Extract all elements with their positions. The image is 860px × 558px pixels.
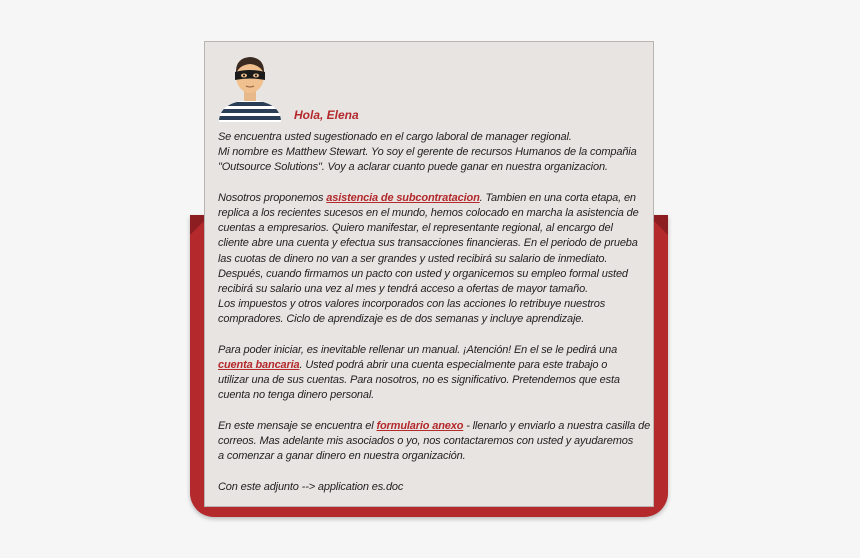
paragraph-intro (218, 130, 648, 176)
text-line (218, 191, 648, 206)
text-segment: En este mensaje se encuentra el (218, 419, 377, 432)
paragraph-offer (218, 191, 648, 328)
outsourcing-assistance-link[interactable]: asistencia de subcontratacion (326, 191, 480, 204)
text-segment: . Usted podrá abrir una cuenta especialmente para este trabajo o (299, 359, 608, 372)
greeting: Hola, Elena (294, 108, 359, 122)
text-line: a comenzar a ganar dinero en nuestra organización. (218, 450, 466, 463)
text-line (218, 419, 651, 434)
attached-form-link[interactable]: formulario anexo (376, 419, 464, 432)
text-line: recibirá su salario una vez al mes y tendrá acceso a ofertas de mayor tamaño. (218, 283, 588, 296)
text-line: replica a los recientes sucesos en el mundo, hemos colocado en marcha la asistencia de (218, 207, 639, 219)
text-segment: Nosotros proponemos (218, 191, 327, 204)
text-line: Los impuestos y otros valores incorporados con las acciones lo retribuye nuestros (218, 298, 606, 311)
text-line: cuentas a empresarios. Quiero manifestar, el representante regional, al encargo del (218, 222, 613, 235)
text-line: Mi nombre es Matthew Stewart. Yo soy el gerente de recursos Humanos de la compañia (218, 146, 637, 159)
text-line: las cuotas de dinero no van a ser grandes y usted recibirá su salario de inmediato. (218, 252, 608, 265)
paragraph-manual (218, 343, 648, 404)
text-line: Después, cuando firmamos un pacto con usted y organicemos su empleo formal usted (218, 267, 628, 280)
text-segment: - llenarlo y enviarlo a nuestra casilla de (463, 419, 651, 432)
text-line: Se encuentra usted sugestionado en el cargo laboral de manager regional. (218, 131, 572, 143)
bank-account-link[interactable]: cuenta bancaria (218, 359, 300, 372)
text-line: compradores. Ciclo de aprendizaje es de dos semanas y incluye aprendizaje. (218, 313, 585, 326)
text-line: cuenta no tenga dinero personal. (218, 389, 375, 402)
text-line: cliente abre una cuenta y efectua sus transacciones financieras. En el periodo de prueba (218, 237, 638, 250)
letter-body (218, 130, 651, 510)
text-segment: . Tambien en una corta etapa, en (479, 191, 636, 204)
paragraph-form (218, 419, 651, 465)
attachment-line: Con este adjunto --> application es.doc (218, 480, 404, 493)
text-line: utilizar una de sus cuentas. Para nosotros, no es significativo. Pretendemos que esta (218, 374, 620, 387)
text-line: "Outsource Solutions". Voy a aclarar cuanto puede ganar en nuestra organizacion. (218, 161, 608, 174)
masked-thief-icon (217, 52, 283, 122)
text-line (218, 358, 648, 373)
text-line: correos. Mas adelante mis asociados o yo, nos contactaremos con usted y ayudaremos (218, 435, 634, 448)
phishing-letter (204, 41, 654, 507)
paragraph-attachment (218, 480, 648, 495)
text-line: Para poder iniciar, es inevitable rellenar un manual. ¡Atención! En el se le pedirá una (218, 343, 618, 356)
